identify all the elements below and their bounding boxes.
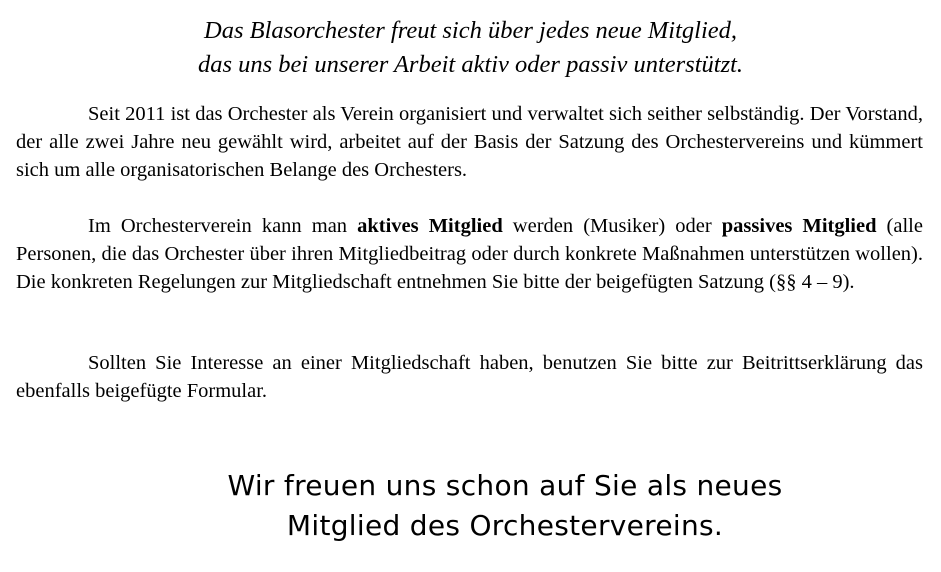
closing-line-2: Mitglied des Orchestervereins. <box>286 509 724 542</box>
heading-line-2: das uns bei unserer Arbeit aktiv oder passiv unterstützt. <box>197 51 744 78</box>
paragraph-membership-types-text <box>16 212 923 296</box>
paragraph-membership-types <box>16 212 923 296</box>
membership-text-part-1: Im Orchesterverein kann man <box>88 215 358 237</box>
paragraph-history-text: Seit 2011 ist das Orchester als Verein organisiert und verwaltet sich seither selbständig. Der Vorstand, der alle zwei Jahre neu gewählt wird, arbeitet auf der Basis der Satzung des Orchestervereins und kümmert sich um alle organisatorischen Belange des Orchesters. <box>16 103 923 181</box>
closing-message <box>0 466 941 546</box>
membership-text-part-2: werden (Musiker) oder <box>502 215 722 237</box>
paragraph-history <box>16 100 923 184</box>
passive-member-term: passives Mitglied <box>721 215 877 237</box>
paragraph-application <box>16 349 923 405</box>
paragraph-application-text: Sollten Sie Interesse an einer Mitgliedschaft haben, benutzen Sie bitte zur Beitrittserklärung das ebenfalls beigefügte Formular. <box>16 352 923 402</box>
heading <box>0 14 941 82</box>
active-member-term: aktives Mitglied <box>357 215 503 237</box>
closing-line-1: Wir freuen uns schon auf Sie als neues <box>227 469 783 502</box>
heading-line-1: Das Blasorchester freut sich über jedes neue Mitglied, <box>204 17 737 44</box>
membership-text-part-3: (alle Personen, die das Orchester über ihren Mitgliedbeitrag oder durch konkrete Maßnahmen unterstützen wollen). Die konkreten Regelungen zur Mitgliedschaft entnehmen Sie bitte der beigefügten Satzung (§§ 4 – 9). <box>16 215 923 293</box>
